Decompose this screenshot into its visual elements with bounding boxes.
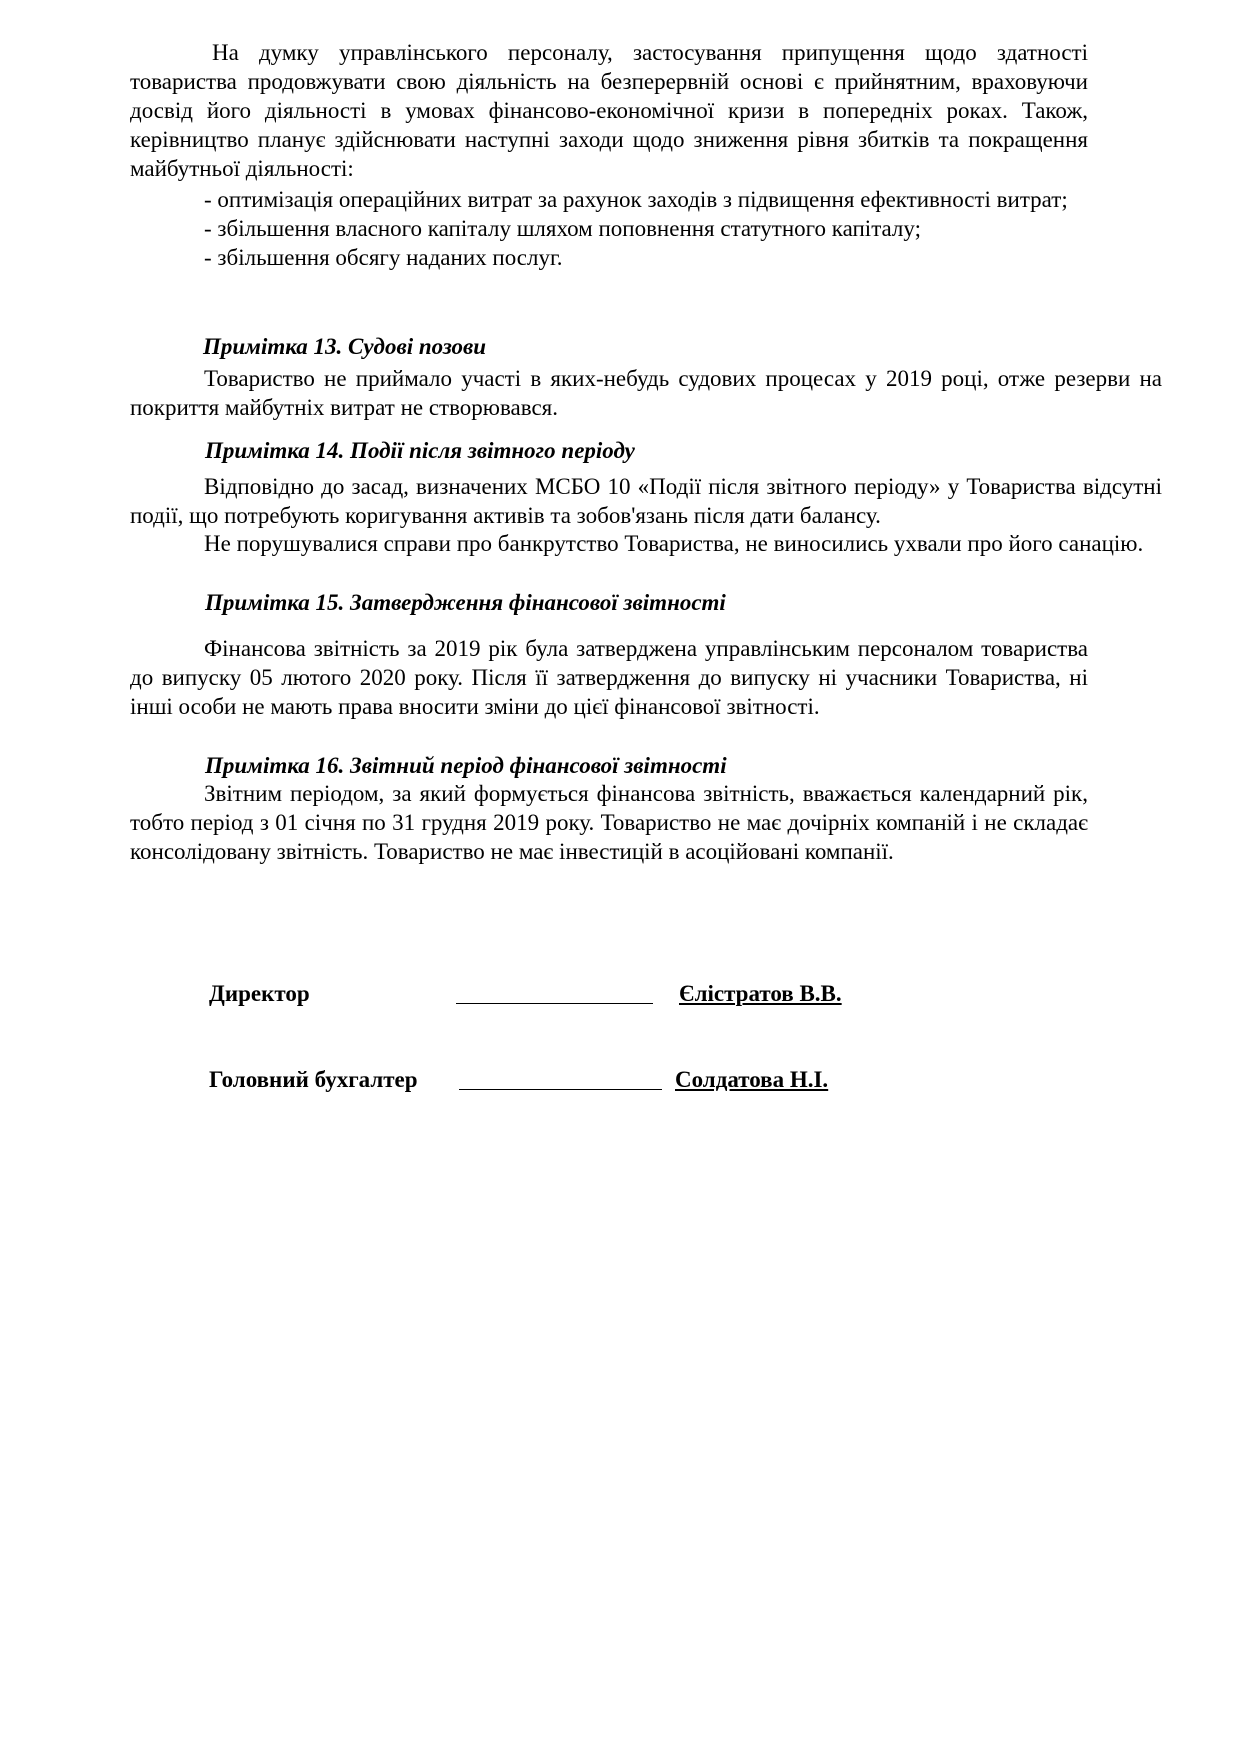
signature-title-director: Директор (209, 981, 310, 1006)
note-16-body (130, 779, 1088, 866)
note-15-body (130, 634, 1088, 721)
intro-list-item: - оптимізація операційних витрат за рахунок заходів з підвищення ефективності витрат; (204, 187, 1068, 212)
intro-list-item: - збільшення власного капіталу шляхом поповнення статутного капіталу; (204, 216, 921, 241)
note-14-heading: Примітка 14. Події після звітного періоду (205, 438, 635, 463)
note-16-paragraph: Звітним періодом, за який формується фінансова звітність, вважається календарний рік, тобто період з 01 січня по 31 грудня 2019 року. Товариство не має дочірніх компаній і не складає консолідовану звітність. Товариство не має інвестицій в асоційовані компанії. (130, 781, 1088, 864)
note-13-heading: Примітка 13. Судові позови (203, 334, 487, 359)
intro-block (130, 38, 1088, 272)
note-13-body (130, 364, 1162, 422)
note-15-heading: Примітка 15. Затвердження фінансової звітності (205, 590, 726, 615)
note-15-paragraph: Фінансова звітність за 2019 рік була затверджена управлінським персоналом товариства до випуску 05 лютого 2020 року. Після її затвердження до випуску ні учасники Товариства, ні інші особи не мають права вносити зміни до цієї фінансової звітності. (130, 636, 1088, 719)
note-14-paragraph: Не порушувалися справи про банкрутство Товариства, не виносились ухвали про його санацію. (204, 531, 1144, 556)
signature-line-director (456, 1003, 653, 1004)
signature-line-accountant (459, 1089, 662, 1090)
note-14-paragraph: Відповідно до засад, визначених МСБО 10 «Події після звітного періоду» у Товариства відсутні події, що потребують коригування активів та зобов'язань після дати балансу. (130, 474, 1162, 528)
signature-name-director: Єлістратов В.В. (679, 981, 842, 1006)
signature-name-accountant: Солдатова Н.І. (675, 1067, 829, 1092)
note-14-body (130, 472, 1162, 558)
intro-list-item: - збільшення обсягу наданих послуг. (204, 245, 563, 270)
intro-paragraph: На думку управлінського персоналу, застосування припущення щодо здатності товариства продовжувати свою діяльність на безперервній основі є прийнятним, враховуючи досвід його діяльності в умовах фінансово-економічної кризи в попередніх роках. Також, керівництво планує здійснювати наступні заходи щодо зниження рівня збитків та покращення майбутньої діяльності: (130, 40, 1088, 181)
note-16-heading: Примітка 16. Звітний період фінансової звітності (205, 753, 727, 778)
signature-title-accountant: Головний бухгалтер (209, 1067, 418, 1092)
note-13-paragraph: Товариство не приймало участі в яких-небудь судових процесах у 2019 році, отже резерви на покриття майбутніх витрат не створювався. (130, 366, 1162, 420)
